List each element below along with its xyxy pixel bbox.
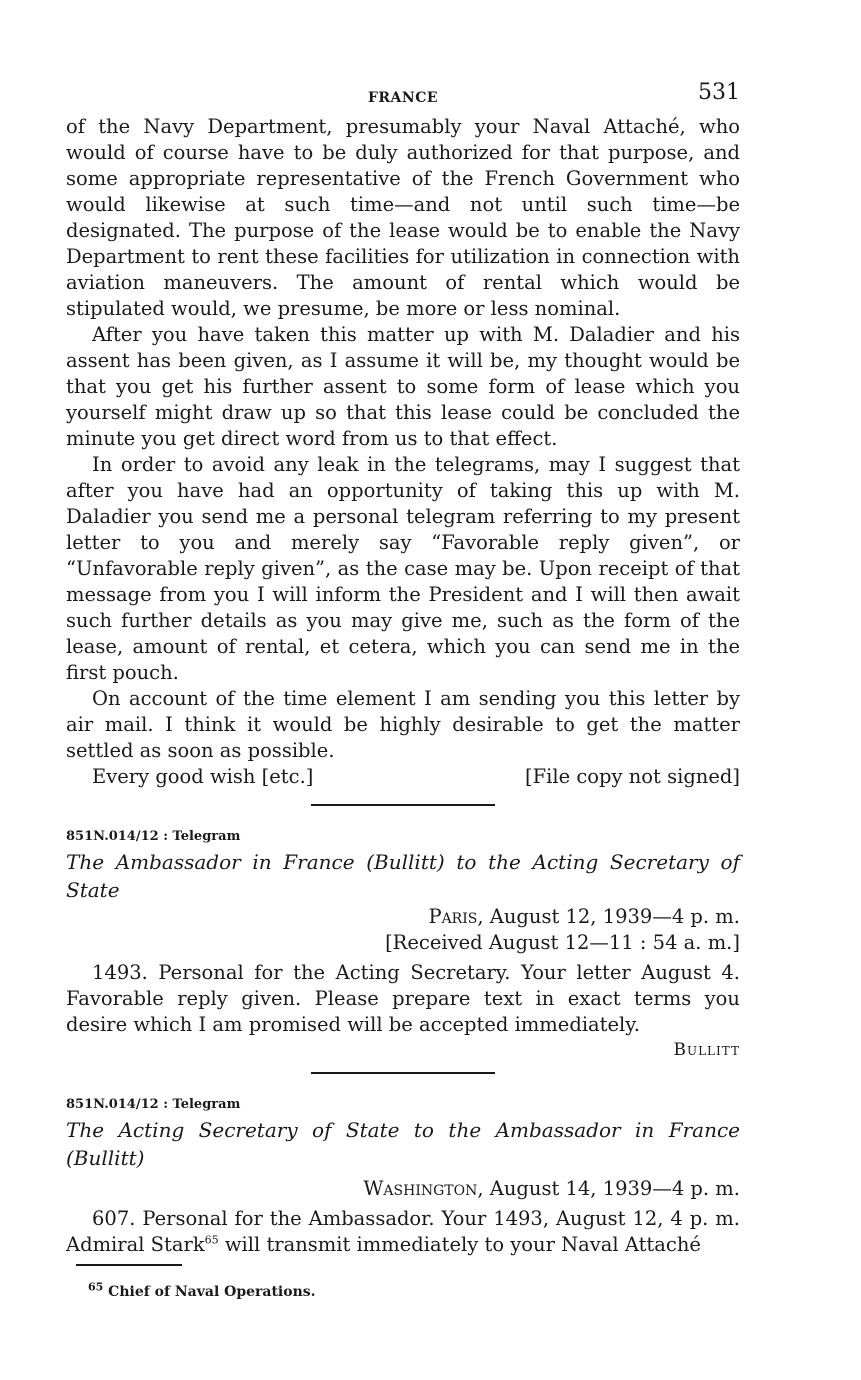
- telegram-2-date: , August 14, 1939—4 p. m.: [477, 1177, 740, 1200]
- letter-paragraph-4: On account of the time element I am sending you this letter by air mail. I think it would be highly desirable to get the matter settled as soon as possible.: [66, 687, 740, 762]
- telegram-1-dateline: [66, 904, 740, 930]
- telegram-2: [66, 1096, 740, 1258]
- file-copy-note: [File copy not signed]: [525, 765, 740, 788]
- document-page: [66, 78, 740, 1300]
- telegram-1-signature: Bullitt: [673, 1040, 740, 1060]
- telegram-2-place: Washington: [363, 1177, 478, 1200]
- footnote-divider: [76, 1264, 182, 1266]
- section-divider: [311, 1072, 495, 1074]
- telegram-1-file-ref: 851N.014/12 : Telegram: [66, 829, 241, 844]
- letter-closing: [66, 764, 740, 790]
- telegram-2-file-ref: 851N.014/12 : Telegram: [66, 1097, 241, 1112]
- telegram-2-title: The Acting Secretary of State to the Ambassador in France (Bullitt): [66, 1118, 740, 1170]
- running-title: FRANCE: [367, 90, 439, 106]
- telegram-1-date: , August 12, 1939—4 p. m.: [477, 905, 740, 928]
- page-number: 531: [698, 80, 740, 105]
- telegram-2-body: [66, 1206, 740, 1258]
- letter-paragraph-2: After you have taken this matter up with M. Daladier and his assent has been given, as I assume it will be, my thought would be that you get his further assent to some form of lease which you yourself might draw up so that this lease could be concluded the minute you get direct word from us to that effect.: [66, 323, 740, 450]
- closing-salutation: Every good wish [etc.]: [92, 765, 314, 788]
- footnote: [66, 1280, 740, 1300]
- letter-paragraph-3: In order to avoid any leak in the telegrams, may I suggest that after you have had an opportunity of taking this up with M. Daladier you send me a personal telegram referring to my present letter to you and merely say “Favorable reply given”, or “Unfavorable reply given”, as the case may be. Upon receipt of that message from you I will inform the President and I will then await such further details as you may give me, such as the form of the lease, amount of rental, et cetera, which you can send me in the first pouch.: [66, 453, 740, 684]
- running-head: [66, 78, 740, 114]
- telegram-1-received: [Received August 12—11 : 54 a. m.]: [385, 931, 740, 954]
- footnote-text: Chief of Naval Operations.: [103, 1284, 316, 1300]
- telegram-2-body-end: will transmit immediately to your Naval Attaché: [218, 1233, 701, 1256]
- telegram-2-body-start: 607. Personal for the Ambassador. Your 1493, August 12, 4 p. m. Admiral Stark: [66, 1207, 740, 1256]
- footnote-reference: 65: [204, 1233, 219, 1247]
- section-divider: [311, 804, 495, 806]
- telegram-1: [66, 828, 740, 1062]
- telegram-2-dateline: [66, 1176, 740, 1202]
- telegram-1-title: The Ambassador in France (Bullitt) to the Acting Secretary of State: [66, 850, 740, 902]
- telegram-1-place: Paris: [428, 905, 478, 928]
- telegram-1-body: 1493. Personal for the Acting Secretary. Your letter August 4. Favorable reply given. Please prepare text in exact terms you desire which I am promised will be accepted immediately.: [66, 961, 740, 1036]
- footnote-marker: 65: [88, 1280, 104, 1294]
- letter-paragraph-1: of the Navy Department, presumably your Naval Attaché, who would of course have to be duly authorized for that purpose, and some appropriate representative of the French Government who would likewise at such time—and not until such time—be designated. The purpose of the lease would be to enable the Navy Department to rent these facilities for utilization in connection with aviation maneuvers. The amount of rental which would be stipulated would, we presume, be more or less nominal.: [66, 115, 740, 320]
